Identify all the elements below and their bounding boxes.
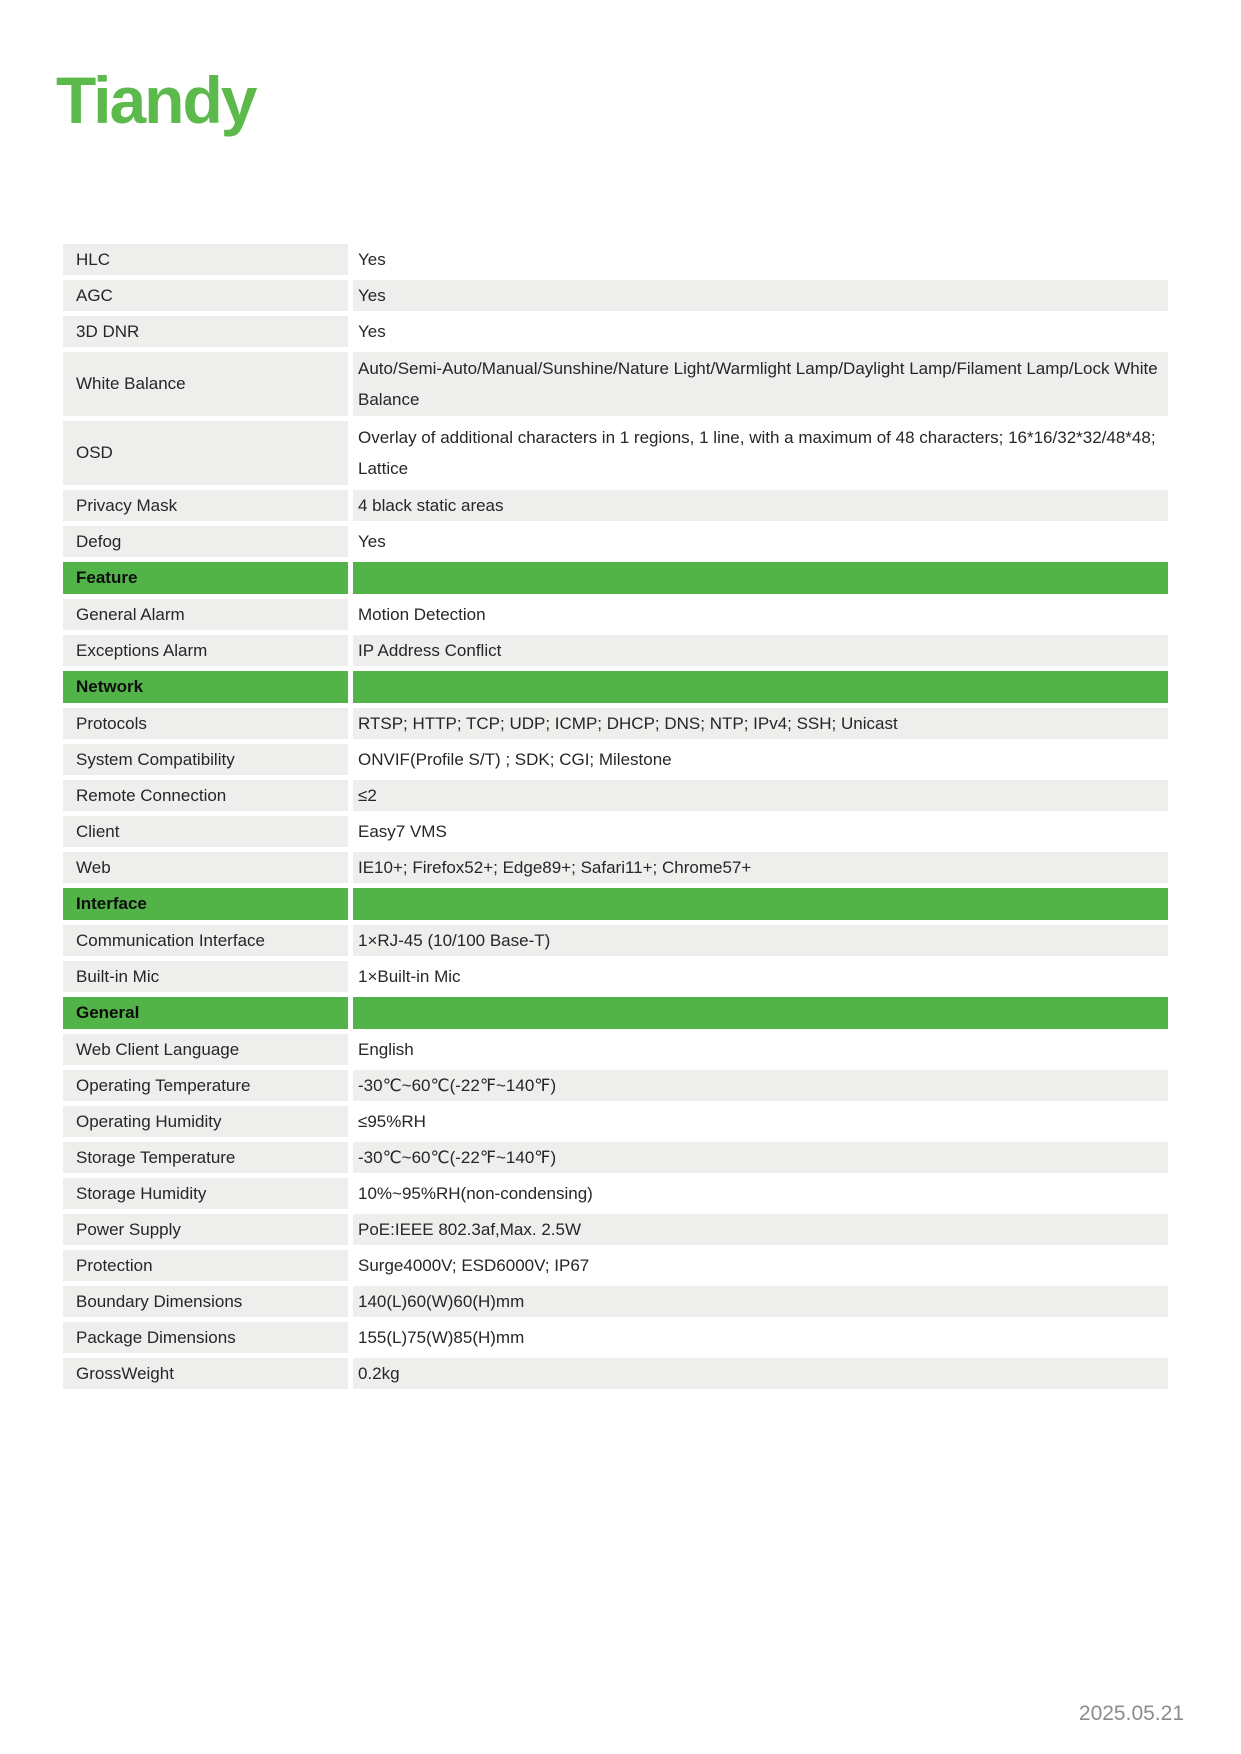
section-header-row: [63, 997, 1168, 1029]
spec-label-cell: Protocols: [63, 708, 348, 739]
spec-label-cell: Storage Humidity: [63, 1178, 348, 1209]
spec-label-cell: GrossWeight: [63, 1358, 348, 1389]
spec-label-cell: System Compatibility: [63, 744, 348, 775]
spec-value-text: -30℃~60℃(-22℉~140℉): [358, 1148, 557, 1167]
table-row: [63, 490, 1168, 521]
spec-value-cell: [353, 316, 1168, 347]
spec-value-cell: [353, 1286, 1168, 1317]
section-header-fill: [353, 562, 1168, 594]
section-header-fill: [353, 888, 1168, 920]
spec-value-text: PoE:IEEE 802.3af,Max. 2.5W: [358, 1220, 582, 1239]
spec-value-text: Easy7 VMS: [358, 822, 447, 841]
table-row: [63, 1142, 1168, 1173]
spec-label-cell: General Alarm: [63, 599, 348, 630]
table-row: [63, 816, 1168, 847]
table-row: [63, 1034, 1168, 1065]
spec-value-cell: [353, 526, 1168, 557]
spec-value-text: RTSP; HTTP; TCP; UDP; ICMP; DHCP; DNS; NTP; IPv4; SSH; Unicast: [358, 714, 898, 733]
spec-value-text: 10%~95%RH(non-condensing): [358, 1184, 593, 1203]
spec-value-cell: [353, 961, 1168, 992]
spec-value-text: Yes: [358, 532, 386, 551]
spec-value-text: 1×Built-in Mic: [358, 967, 461, 986]
table-row: [63, 1286, 1168, 1317]
spec-value-text: ≤2: [358, 786, 377, 805]
spec-value-text: English: [358, 1040, 414, 1059]
spec-label-cell: OSD: [63, 421, 348, 485]
table-row: [63, 1070, 1168, 1101]
spec-value-cell: [353, 1142, 1168, 1173]
spec-value-cell: [353, 421, 1168, 485]
spec-value-cell: [353, 1358, 1168, 1389]
spec-label-cell: Power Supply: [63, 1214, 348, 1245]
spec-value-text: 1×RJ-45 (10/100 Base-T): [358, 931, 551, 950]
spec-value-cell: [353, 490, 1168, 521]
spec-value-cell: [353, 1214, 1168, 1245]
spec-label-cell: Communication Interface: [63, 925, 348, 956]
spec-label-cell: Protection: [63, 1250, 348, 1281]
footer-date: 2025.05.21: [1078, 1702, 1184, 1725]
table-row: [63, 852, 1168, 883]
spec-value-cell: [353, 635, 1168, 666]
spec-value-text: Overlay of additional characters in 1 regions, 1 line, with a maximum of 48 characters; 16*16/32*32/48*48; Lattice: [358, 428, 1156, 478]
table-row: [63, 744, 1168, 775]
spec-value-cell: [353, 816, 1168, 847]
spec-label-cell: Storage Temperature: [63, 1142, 348, 1173]
spec-value-text: 140(L)60(W)60(H)mm: [358, 1292, 525, 1311]
spec-value-cell: [353, 852, 1168, 883]
spec-label-cell: White Balance: [63, 352, 348, 416]
table-row: [63, 1322, 1168, 1353]
spec-value-text: 0.2kg: [358, 1364, 400, 1383]
section-header-row: [63, 671, 1168, 703]
spec-value-text: -30℃~60℃(-22℉~140℉): [358, 1076, 557, 1095]
table-row: [63, 421, 1168, 485]
spec-value-text: ≤95%RH: [358, 1112, 426, 1131]
spec-label-cell: Exceptions Alarm: [63, 635, 348, 666]
spec-value-text: ONVIF(Profile S/T) ; SDK; CGI; Milestone: [358, 750, 672, 769]
spec-value-cell: [353, 1106, 1168, 1137]
spec-value-cell: [353, 1322, 1168, 1353]
spec-label-cell: Web Client Language: [63, 1034, 348, 1065]
table-row: [63, 961, 1168, 992]
table-row: [63, 599, 1168, 630]
section-header-row: [63, 888, 1168, 920]
spec-table: [63, 244, 1168, 1394]
spec-label-cell: 3D DNR: [63, 316, 348, 347]
table-row: [63, 1250, 1168, 1281]
spec-value-text: 155(L)75(W)85(H)mm: [358, 1328, 525, 1347]
section-header-row: [63, 562, 1168, 594]
spec-label-cell: HLC: [63, 244, 348, 275]
table-row: [63, 1178, 1168, 1209]
spec-value-text: IP Address Conflict: [358, 641, 502, 660]
tiandy-logo: Tiandy: [56, 63, 256, 137]
spec-value-cell: [353, 1250, 1168, 1281]
spec-label-cell: Client: [63, 816, 348, 847]
spec-label-cell: Package Dimensions: [63, 1322, 348, 1353]
spec-value-text: Yes: [358, 286, 386, 305]
table-row: [63, 352, 1168, 416]
table-row: [63, 1358, 1168, 1389]
spec-label-cell: Defog: [63, 526, 348, 557]
spec-value-text: Yes: [358, 322, 386, 341]
spec-label-cell: Operating Temperature: [63, 1070, 348, 1101]
spec-label-cell: Remote Connection: [63, 780, 348, 811]
spec-value-cell: [353, 1178, 1168, 1209]
section-header-label: Feature: [63, 562, 348, 594]
spec-value-text: Auto/Semi-Auto/Manual/Sunshine/Nature Light/Warmlight Lamp/Daylight Lamp/Filament Lamp/Lock White Balance: [358, 359, 1158, 409]
spec-label-cell: Built-in Mic: [63, 961, 348, 992]
spec-label-cell: Web: [63, 852, 348, 883]
spec-value-text: Yes: [358, 250, 386, 269]
spec-value-cell: [353, 352, 1168, 416]
spec-value-cell: [353, 744, 1168, 775]
spec-value-text: Surge4000V; ESD6000V; IP67: [358, 1256, 590, 1275]
spec-value-cell: [353, 244, 1168, 275]
table-row: [63, 635, 1168, 666]
spec-value-text: IE10+; Firefox52+; Edge89+; Safari11+; Chrome57+: [358, 858, 752, 877]
spec-label-cell: Boundary Dimensions: [63, 1286, 348, 1317]
section-header-label: Interface: [63, 888, 348, 920]
table-row: [63, 280, 1168, 311]
spec-value-cell: [353, 280, 1168, 311]
spec-value-cell: [353, 1070, 1168, 1101]
spec-value-cell: [353, 599, 1168, 630]
table-row: [63, 925, 1168, 956]
table-row: [63, 1106, 1168, 1137]
spec-label-cell: Privacy Mask: [63, 490, 348, 521]
spec-value-cell: [353, 708, 1168, 739]
spec-value-cell: [353, 925, 1168, 956]
table-row: [63, 244, 1168, 275]
table-row: [63, 780, 1168, 811]
table-row: [63, 708, 1168, 739]
table-row: [63, 526, 1168, 557]
section-header-label: Network: [63, 671, 348, 703]
section-header-fill: [353, 997, 1168, 1029]
section-header-fill: [353, 671, 1168, 703]
spec-value-cell: [353, 780, 1168, 811]
section-header-label: General: [63, 997, 348, 1029]
spec-value-text: Motion Detection: [358, 605, 486, 624]
spec-value-text: 4 black static areas: [358, 496, 504, 515]
spec-label-cell: Operating Humidity: [63, 1106, 348, 1137]
spec-value-cell: [353, 1034, 1168, 1065]
spec-label-cell: AGC: [63, 280, 348, 311]
table-row: [63, 1214, 1168, 1245]
table-row: [63, 316, 1168, 347]
